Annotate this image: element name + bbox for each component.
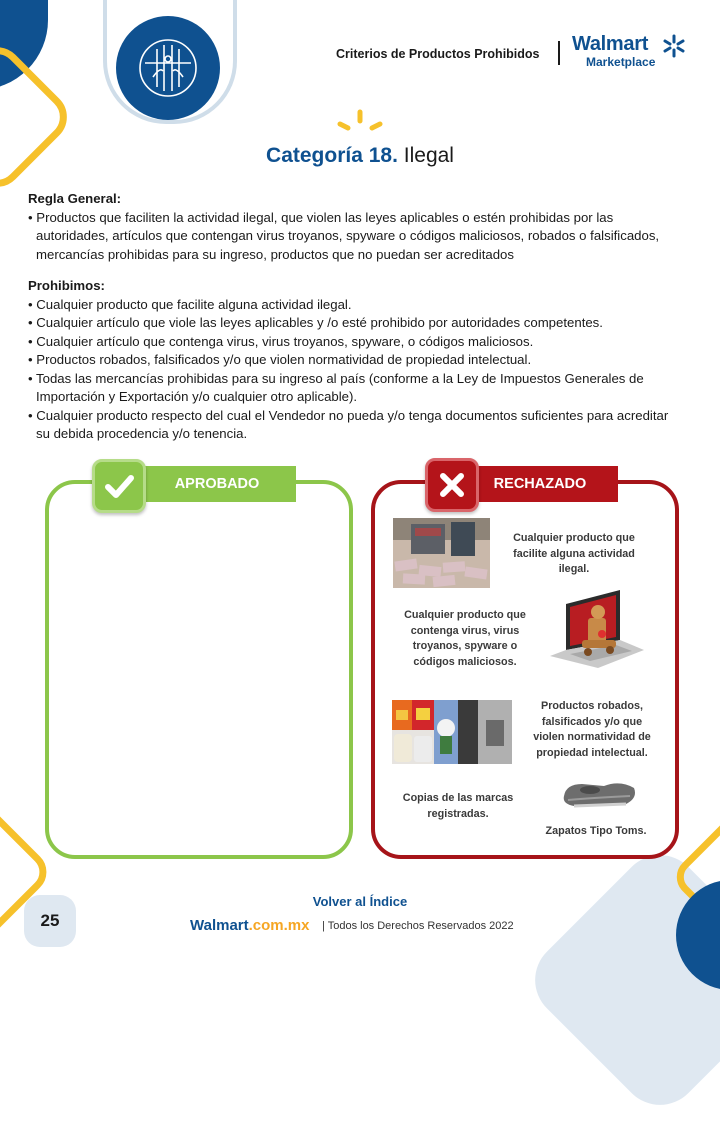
footer-brand-domain: .com.mx: [248, 917, 310, 934]
approved-panel: [45, 480, 353, 859]
prohibited-heading: Prohibimos:: [28, 278, 105, 293]
counterfeit-money-image: [393, 518, 490, 588]
toms-shoes-image: [560, 776, 638, 812]
footer-brand: [190, 917, 309, 934]
marketplace-label: Marketplace: [586, 55, 656, 69]
rejected-caption: Copias de las marcas registradas.: [402, 792, 514, 820]
spark-icon: [334, 108, 386, 134]
page-title: [0, 144, 720, 168]
trojan-laptop-image: [546, 588, 646, 670]
header-divider: [558, 41, 560, 65]
header-section-title: Criterios de Productos Prohibidos: [336, 47, 540, 61]
category-number: Categoría 18.: [266, 144, 398, 167]
category-name: Ilegal: [403, 144, 454, 167]
approved-label: APROBADO: [138, 466, 296, 502]
prohibited-section: [28, 277, 676, 444]
rejected-badge: [425, 458, 479, 512]
list-item: • Productos robados, falsificados y/o que violen normatividad de propiedad intelectual.: [28, 352, 532, 367]
list-item: • Cualquier artículo que contenga virus, virus troyanos, spyware, o códigos maliciosos.: [28, 333, 534, 349]
footer-brand-name: Walmart: [190, 917, 249, 934]
rejected-caption: Cualquier producto que facilite alguna actividad ilegal.: [513, 532, 635, 575]
general-rule-heading: Regla General:: [28, 191, 122, 206]
general-rule-text: • Productos que faciliten la actividad ilegal, que violen las leyes aplicables o estén prohibidas por las autoridades, artículos que contengan virus troyanos, spyware o códigos maliciosos, robados o falsificados, mercancías prohibidas para su ingreso, productos que no puedan ser acreditados: [28, 209, 660, 262]
list-item: • Todas las mercancías prohibidas para su ingreso al país (conforme a la Ley de Impuestos Generales de Importación y Exportación y/o cualquier otro aplicable).: [28, 370, 644, 404]
list-item: • Cualquier producto que facilite alguna actividad ilegal.: [28, 296, 352, 312]
checkmark-icon: [101, 468, 137, 504]
rejected-caption: Zapatos Tipo Toms.: [545, 825, 647, 837]
page-number-badge: [24, 895, 76, 947]
back-to-index-link[interactable]: Volver al Índice: [312, 894, 408, 909]
list-item: • Cualquier producto respecto del cual el Vendedor no pueda y/o tenga documentos suficientes para acreditar su debida procedencia y/o tenencia.: [28, 407, 669, 441]
walmart-logo-text: Walmart: [572, 33, 649, 55]
cross-icon: [434, 467, 470, 503]
prison-bars-icon: [133, 33, 203, 103]
counterfeit-products-image: [392, 700, 512, 764]
rejected-label: RECHAZADO: [462, 466, 618, 502]
decorative-shape: [0, 36, 78, 197]
page-number: 25: [40, 911, 60, 930]
rejected-caption: Cualquier producto que contenga virus, virus troyanos, spyware o códigos maliciosos.: [404, 609, 526, 668]
rejected-caption: Productos robados, falsificados y/o que violen normatividad de propiedad intelectual.: [533, 700, 651, 759]
list-item: • Cualquier artículo que viole las leyes aplicables y /o esté prohibido por autoridades competentes.: [28, 315, 603, 330]
general-rule-section: [28, 190, 676, 264]
category-icon-badge: [116, 16, 220, 120]
approved-badge: [92, 459, 146, 513]
walmart-spark-icon: [661, 33, 687, 59]
footer-rights: | Todos los Derechos Reservados 2022: [322, 920, 514, 932]
